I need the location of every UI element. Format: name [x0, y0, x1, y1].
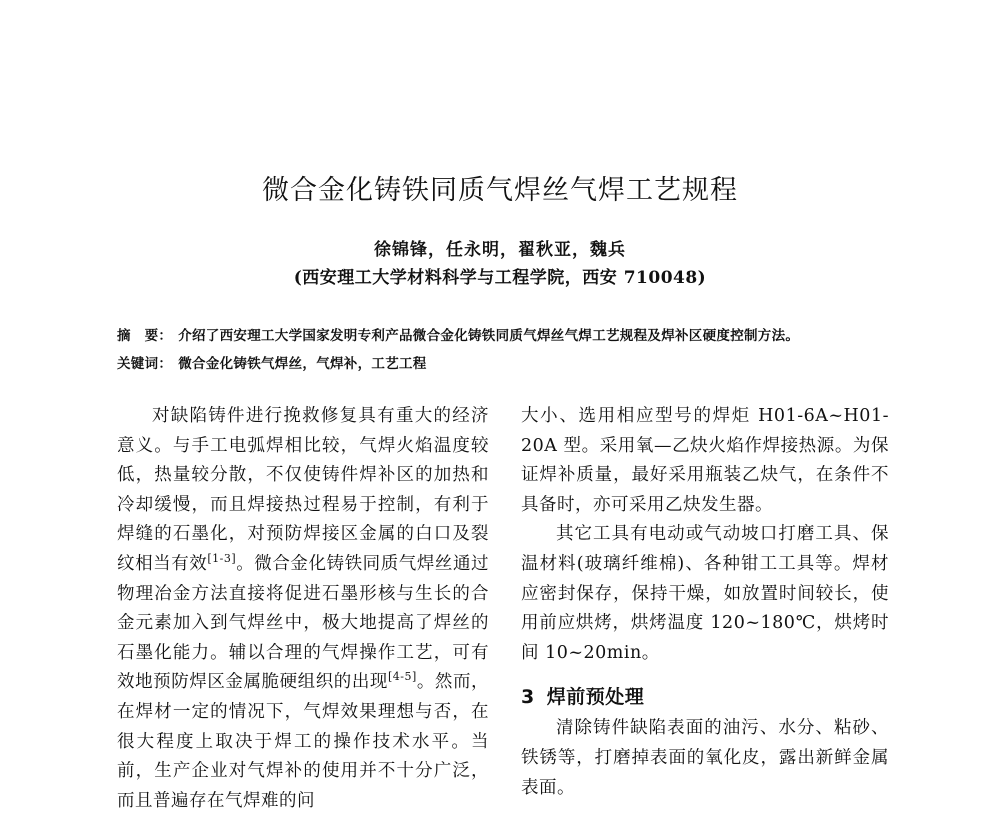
body-column-right	[521, 402, 889, 803]
abstract	[117, 324, 887, 344]
paragraph-text: 。微合金化铸铁同质气焊丝通过物理冶金方法直接将促进石墨形核与生长的合金元素加入到气焊丝中，极大地提高了焊丝的石墨化能力。辅以合理的气焊操作工艺，可有效地预防焊区金属脆硬组织的出现	[117, 553, 490, 693]
body-paragraph: 大小、选用相应型号的焊炬 H01-6A~H01-20A 型。采用氧—乙炔火焰作焊接热源。为保证焊补质量，最好采用瓶装乙炔气，在条件不具备时，亦可采用乙炔发生器。	[521, 406, 889, 515]
citation-ref: [1-3]	[207, 552, 237, 566]
citation-ref: [4-5]	[387, 670, 417, 684]
abstract-text: 介绍了西安理工大学国家发明专利产品微合金化铸铁同质气焊丝气焊工艺规程及焊补区硬度控制方法。	[178, 328, 800, 344]
keywords-label: 关键词：	[117, 356, 173, 372]
keywords-text: 微合金化铸铁气焊丝，气焊补，工艺工程	[178, 356, 427, 372]
body-paragraph: 清除铸件缺陷表面的油污、水分、粘砂、铁锈等，打磨掉表面的氧化皮，露出新鲜金属表面。	[521, 718, 889, 798]
section-number: 3	[521, 686, 535, 709]
section-title: 焊前预处理	[546, 686, 645, 709]
paper-title: 微合金化铸铁同质气焊丝气焊工艺规程	[262, 175, 738, 206]
section-heading	[521, 682, 889, 712]
abstract-label: 摘 要：	[117, 328, 173, 344]
body-paragraph	[117, 402, 489, 816]
paragraph-text: 。然而，在焊材一定的情况下，气焊效果理想与否，在很大程度上取决于焊工的操作技术水平。当前，生产企业对气焊补的使用并不十分广泛，而且普遍存在气焊难的问	[117, 672, 490, 811]
author-affiliation: (西安理工大学材料科学与工程学院，西安 710048)	[293, 268, 707, 288]
author-list: 徐锦锋，任永明，翟秋亚，魏兵	[374, 240, 626, 260]
paragraph-text: 对缺陷铸件进行挽救修复具有重大的经济意义。与手工电弧焊相比较，气焊火焰温度较低，热量较分散，不仅使铸件焊补区的加热和冷却缓慢，而且焊接热过程易于控制，有利于焊缝的石墨化，对预防焊接区金属的白口及裂纹相当有效	[117, 406, 489, 574]
body-column-left	[117, 402, 489, 816]
keywords	[117, 352, 887, 372]
body-paragraph: 其它工具有电动或气动坡口打磨工具、保温材料(玻璃纤维棉)、各种钳工工具等。焊材应密封保存，保持干燥，如放置时间较长，使用前应烘烤，烘烤温度 120~180℃，烘烤时间 10~20min。	[521, 524, 889, 663]
